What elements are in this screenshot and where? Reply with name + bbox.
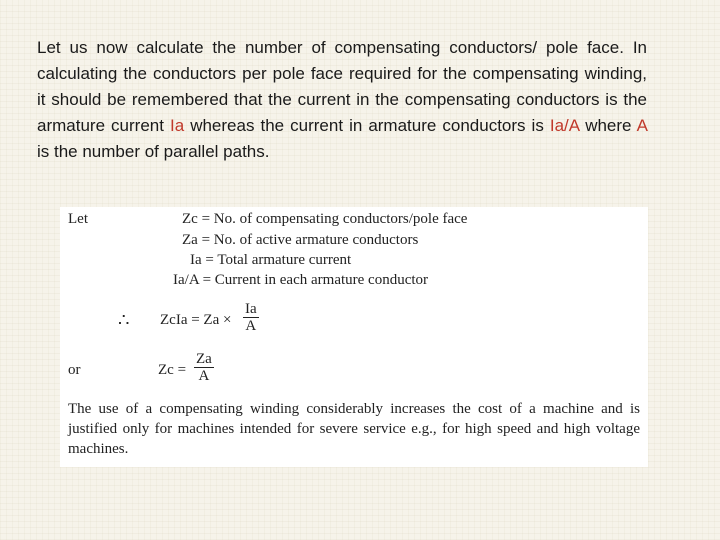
intro-text-3: where [579,116,637,135]
equation-1-numerator: Ia [245,301,257,317]
equation-1-fraction [243,301,259,334]
intro-paragraph [37,35,647,165]
conductor-current-term: Ia/A [549,116,580,135]
intro-text-2: whereas the current in armature conductors is [184,116,550,135]
let-label: Let [68,211,88,227]
scanned-figure [60,207,648,467]
armature-current-term: Ia [169,116,185,135]
equation-2-numerator: Za [196,351,212,367]
equation-1-lhs: ZcIa = Za × [160,312,232,328]
parallel-paths-term: A [636,116,647,135]
definition-za: Za = No. of active armature conductors [182,232,419,248]
equation-2-fraction [194,351,214,384]
intro-text-1: Let us now calculate the number of compensating conductors/ pole face. In calculating the conductors per pole face required for the compensating winding, it should be remembered that the current in the compensating conductors is the armature current [37,38,647,135]
equation-1-denominator: A [245,318,257,334]
definition-ia: Ia = Total armature current [190,252,352,268]
therefore-symbol: ∴ [118,310,130,330]
equation-2-denominator: A [198,368,210,384]
figure-paragraph: The use of a compensating winding considerably increases the cost of a machine and is justified only for machines intended for severe service e.g., for high speed and high voltage machines. [68,401,640,457]
or-label: or [68,362,81,378]
intro-text-4: is the number of parallel paths. [37,142,270,161]
definition-ia-per-a: Ia/A = Current in each armature conductor [173,272,429,288]
equation-2-lhs: Zc = [158,362,187,378]
definition-zc: Zc = No. of compensating conductors/pole face [182,211,468,227]
